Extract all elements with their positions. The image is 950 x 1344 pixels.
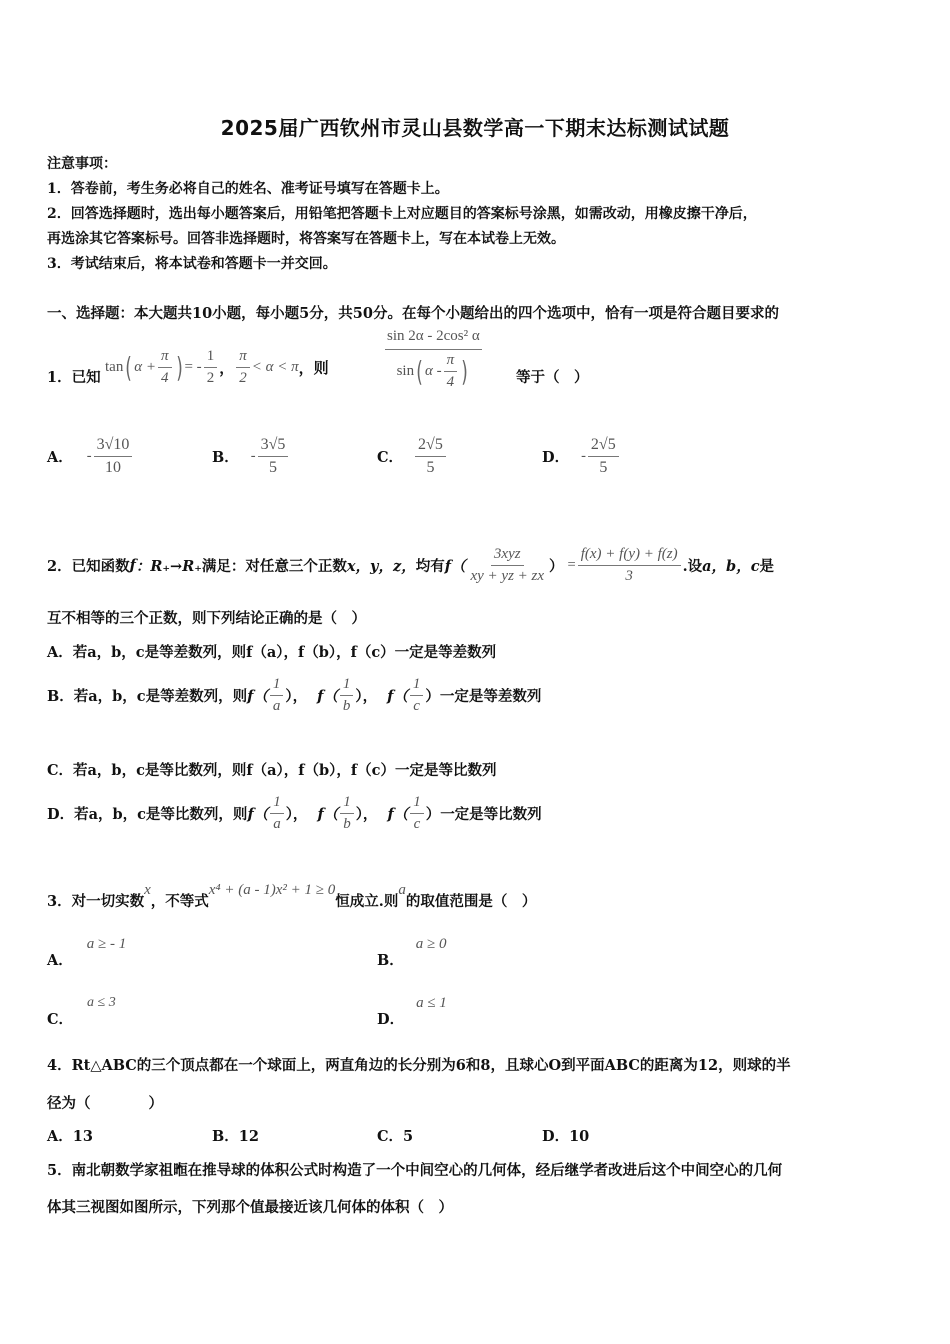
q2-lead: 2．已知函数 (47, 558, 130, 575)
q1-den-pi: π (444, 352, 458, 372)
q2-tail: .设 (682, 558, 703, 575)
q2-rhs-den: 3 (625, 568, 633, 584)
q1-tail: 等于（ ） (516, 369, 589, 386)
q2-option-c[interactable]: C．若a，b，c是等比数列，则f（a），f（b），f（c）一定是等比数列 (47, 762, 497, 779)
q3-option-c-label: C． (47, 1011, 74, 1028)
q4-option-d[interactable]: D．10 (542, 1128, 590, 1145)
q1-option-d-num: 2√5 (588, 436, 619, 457)
notice-item-2: 2．回答选择题时，选出每小题答案后，用铅笔把答题卡上对应题目的答案标号涂黑，如需改动，用橡皮擦干净后， (47, 206, 757, 222)
q1-one-half (204, 348, 218, 387)
q4-line2: 径为（ ） (47, 1095, 163, 1112)
q2-eq: = (567, 557, 576, 573)
q1-option-a-num: 3√10 (94, 436, 133, 457)
notice-item-3: 3．考试结束后，将本试卷和答题卡一并交回。 (47, 256, 337, 272)
q1-tan-expr (105, 348, 329, 387)
q4-line1: 4．Rt△ABC的三个顶点都在一个球面上，两直角边的长分别为6和8，且球心O到平面ABC的距离为12，则球的半 (47, 1057, 791, 1074)
q2-d-den2: b (343, 816, 351, 832)
q2-d-close1: ）， (285, 806, 308, 823)
q1-option-a-label: A． (47, 449, 73, 466)
section-heading: 一、选择题：本大题共10小题，每小题5分，共50分。在每个小题给出的四个选项中，恰有一项是符合题目要求的 (47, 305, 779, 322)
q3-option-b-expr: a ≥ 0 (415, 936, 447, 952)
q3-option-d-expr: a ≤ 1 (416, 995, 447, 1011)
q1-fraction (385, 328, 482, 391)
q2-mid: 满足：对任意三个正数 (201, 558, 347, 575)
q2-line1 (47, 546, 774, 585)
q1-paren-right: ) (175, 351, 183, 384)
q1-option-c-frac (415, 436, 446, 477)
q3-a: a (398, 882, 406, 898)
q2-d-f3: f（ (387, 806, 409, 823)
q1-option-d-frac (588, 436, 619, 477)
q1-two: 2 (206, 370, 215, 386)
q2-b-one3: 1 (410, 676, 424, 696)
q2-d-f2: f（ (317, 806, 339, 823)
q2-d-close2: ）， (355, 806, 378, 823)
q2-d-one3: 1 (410, 794, 424, 814)
q2-b-close2: ）， (355, 688, 378, 705)
q2-b-f2: f（ (317, 688, 338, 705)
q2-option-d-pre: D．若a，b，c是等比数列，则 (47, 806, 248, 823)
q2-f-open: f（ (444, 558, 466, 575)
q1-option-b-den: 5 (269, 459, 277, 476)
q3-option-c-expr: a ≤ 3 (87, 995, 116, 1010)
q2-b-f3: f（ (387, 688, 408, 705)
q2-option-b[interactable] (47, 676, 541, 715)
q1-option-c[interactable] (377, 436, 448, 477)
q3-mid: ，不等式 (150, 893, 209, 910)
q2-tail2: 是 (759, 558, 775, 575)
q2-rhs-frac (578, 546, 681, 585)
q2-b-den1: a (272, 698, 281, 714)
q1-lead: 1．已知 (47, 369, 101, 386)
q1-four: 4 (161, 370, 169, 386)
q2-arg-num: 3xyz (491, 546, 524, 566)
q2-b-one1: 1 (270, 676, 284, 696)
q5-line2: 体其三视图如图所示，下列那个值最接近该几何体的体积（ ） (47, 1199, 453, 1216)
q1-den-paren-left: ( (416, 355, 423, 388)
q2-d-one2: 1 (340, 794, 354, 814)
q2-option-d-post: 一定是等比数列 (440, 806, 542, 823)
q2-arg-frac (467, 546, 547, 585)
q4-option-b[interactable]: B．12 (212, 1128, 259, 1145)
q1-alpha-plus: α + (134, 359, 157, 375)
q2-b-den2: b (342, 698, 351, 714)
q2-b-close1: ）， (285, 688, 308, 705)
q2-option-a[interactable]: A．若a，b，c是等差数列，则f（a），f（b），f（c）一定是等差数列 (47, 644, 497, 661)
notice-heading: 注意事项： (47, 156, 117, 172)
q1-option-b-label: B． (212, 449, 239, 466)
q1-den-pi-over-4 (444, 352, 458, 391)
q1-den-paren-right: ) (461, 355, 468, 388)
q1-option-b-frac (258, 436, 289, 477)
q2-b-den3: c (413, 698, 420, 714)
q1-range: < α < π (251, 359, 299, 375)
q1-option-c-num: 2√5 (415, 436, 446, 457)
q3-tail2: 的取值范围是（ ） (405, 893, 537, 910)
q2-d-den3: c (413, 816, 421, 832)
q3-tail: 恒成立.则 (335, 893, 399, 910)
q1-option-c-den: 5 (426, 459, 435, 476)
notice-item-2-cont: 再选涂其它答案标号。回答非选择题时，将答案写在答题卡上，写在本试卷上无效。 (47, 231, 565, 247)
q2-map: ：R₊→R₊ (135, 558, 202, 575)
q2-option-b-post: 一定是等差数列 (439, 688, 542, 705)
q2-b-close3: ） (425, 688, 440, 705)
q3-option-d-label: D． (377, 1011, 405, 1028)
q2-option-d[interactable] (47, 794, 542, 833)
notice-item-1: 1．答卷前，考生务必将自己的姓名、准考证号填写在答题卡上。 (47, 181, 449, 197)
q2-mid2: 均有 (415, 558, 445, 575)
q2-abc: a，b，c (702, 558, 760, 575)
q2-b-f1: f（ (247, 688, 268, 705)
q2-b-one2: 1 (340, 676, 354, 696)
q2-option-b-pre: B．若a，b，c是等差数列，则 (47, 688, 248, 705)
q1-option-a-den: 10 (105, 459, 121, 476)
q5-line1: 5．南北朝数学家祖暅在推导球的体积公式时构造了一个中间空心的几何体，经后继学者改进后这个中间空心的几何 (47, 1162, 783, 1179)
q1-option-a-sign: - (86, 448, 92, 464)
q1-sin: sin (396, 363, 415, 379)
q1-expr-den (394, 350, 474, 391)
q1-eq: = - (184, 359, 202, 375)
q1-pi-over-4 (158, 348, 172, 387)
q2-d-one1: 1 (270, 794, 284, 814)
q3-option-d[interactable] (377, 995, 447, 1029)
q3-lead: 3．对一切实数 (47, 893, 145, 910)
q2-vars: x，y，z， (346, 558, 416, 575)
q3-x: x (144, 882, 151, 898)
q1-pi-over-2 (236, 348, 250, 387)
q2-d-frac2 (340, 794, 354, 833)
q3-option-c[interactable] (47, 995, 116, 1029)
q2-close: ） (549, 558, 564, 575)
q2-arg-den: xy + yz + zx (470, 568, 545, 584)
q2-line2: 互不相等的三个正数，则下列结论正确的是（ ） (47, 610, 366, 627)
q1-option-d[interactable] (542, 436, 621, 477)
q1-then: ，则 (298, 359, 329, 377)
q1-option-d-den: 5 (599, 459, 608, 476)
q1-one: 1 (204, 348, 218, 368)
q3-option-a-label: A． (47, 952, 73, 969)
q3-option-a-expr: a ≥ - 1 (86, 936, 127, 952)
q2-d-f1: f（ (247, 806, 269, 823)
q1-option-d-sign: - (581, 448, 586, 464)
q4-option-c[interactable]: C．5 (377, 1128, 414, 1145)
q2-b-frac3 (410, 676, 424, 715)
q1-two-den: 2 (239, 370, 247, 386)
q1-alpha-minus: α - (425, 363, 442, 379)
q1-option-b[interactable] (212, 436, 290, 477)
q1-option-b-sign: - (250, 448, 256, 464)
q1-pi: π (158, 348, 172, 368)
q1-tan: tan (105, 359, 124, 375)
q3-line (47, 882, 536, 911)
q2-rhs-num: f(x) + f(y) + f(z) (578, 546, 681, 566)
q2-b-frac2 (340, 676, 354, 715)
q1-pi-2: π (236, 348, 250, 368)
q1-option-a[interactable] (47, 436, 134, 477)
q2-b-frac1 (270, 676, 284, 715)
q2-d-frac3 (410, 794, 424, 833)
q2-d-frac1 (270, 794, 284, 833)
q3-option-a[interactable] (47, 936, 126, 970)
q4-option-a[interactable]: A．13 (47, 1128, 93, 1145)
q3-option-b[interactable] (377, 936, 447, 970)
q1-option-b-num: 3√5 (258, 436, 289, 457)
q1-option-d-label: D． (542, 449, 570, 466)
q1-option-a-frac (94, 436, 133, 477)
q3-ineq: x⁴ + (a - 1)x² + 1 ≥ 0 (208, 882, 336, 898)
q2-d-den1: a (273, 816, 281, 832)
q2-d-close3: ） (425, 806, 441, 823)
q3-option-b-label: B． (377, 952, 404, 969)
q1-den-four: 4 (446, 374, 455, 390)
page-title: 2025届广西钦州市灵山县数学高一下期末达标测试试题 (220, 116, 730, 140)
q2-f: f (129, 557, 136, 574)
q1-paren-left: ( (125, 351, 133, 384)
q1-option-c-label: C． (377, 449, 404, 466)
q1-expr-num: sin 2α - 2cos² α (385, 328, 482, 350)
q1-comma: ， (219, 359, 235, 377)
q1-big-frac (385, 328, 482, 391)
